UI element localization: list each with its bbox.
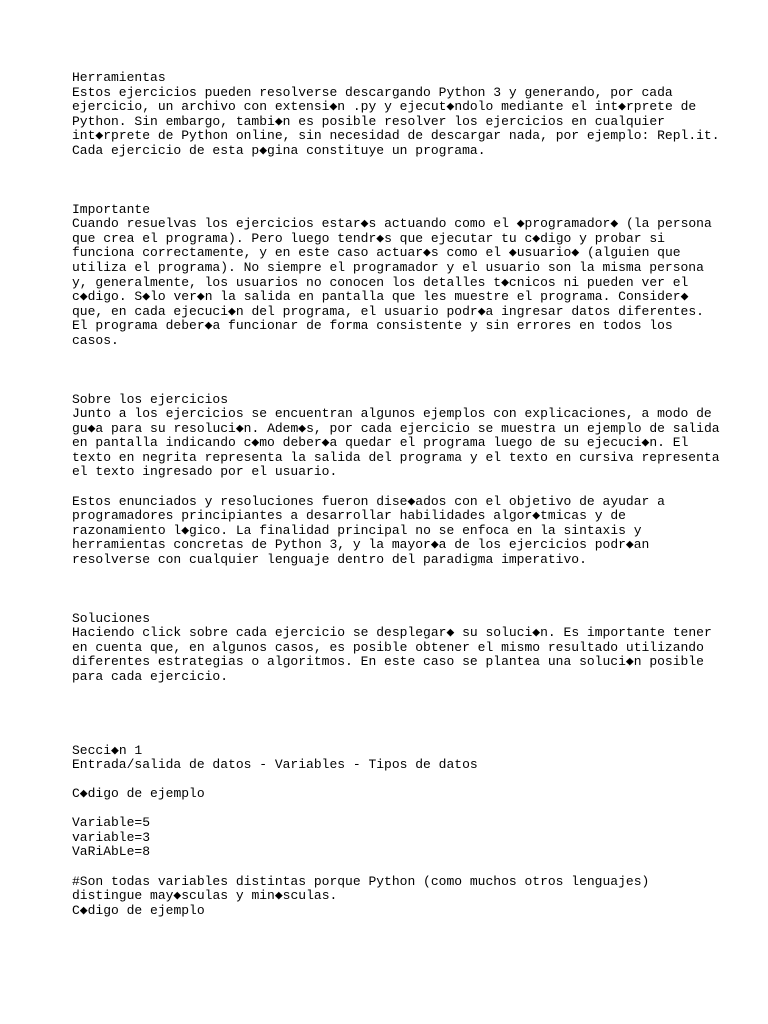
section-spacer — [72, 568, 712, 612]
document-page — [72, 70, 720, 918]
heading-herramientas: Herramientas — [72, 70, 166, 85]
heading-seccion-1: Secci◆n 1 — [72, 742, 143, 758]
example-code-label-2: C◆digo de ejemplo — [72, 902, 205, 918]
section-spacer — [72, 159, 712, 203]
paragraph-spacer — [72, 860, 712, 875]
example-code-label: C◆digo de ejemplo — [72, 786, 205, 802]
section-spacer — [72, 349, 712, 393]
paragraph-sobre-1: Junto a los ejercicios se encuentran algunos ejemplos con explicaciones, a modo de gu◆a para su resoluci◆n. Adem◆s, por cada ejercicio se muestra un ejemplo de salida en pantalla indicando c◆mo deber◆a quedar el programa luego de su ejecuci◆n. El texto en negrita representa la salida del programa y el texto en cursiva representa el texto ingresado por el usuario. — [72, 406, 720, 480]
heading-soluciones: Soluciones — [72, 610, 151, 626]
section-spacer — [72, 685, 712, 744]
paragraph-spacer — [72, 802, 712, 817]
subheading-seccion-1: Entrada/salida de datos - Variables - Tipos de datos — [72, 757, 478, 773]
code-comment: #Son todas variables distintas porque Python (como muchos otros lenguajes) distingue may◆sculas y min◆sculas. — [72, 873, 650, 904]
paragraph-spacer — [72, 773, 712, 788]
section-soluciones — [72, 612, 712, 685]
section-importante — [72, 203, 712, 349]
heading-sobre-los-ejercicios: Sobre los ejercicios — [72, 391, 229, 407]
paragraph-herramientas: Estos ejercicios pueden resolverse descargando Python 3 y generando, por cada ejercicio, un archivo con extensi◆n .py y ejecut◆ndolo mediante el int◆rprete de Python. Sin embargo, tambi◆n es posible resolver los ejercicios en cualquier int◆rprete de Python online, sin necesidad de descargar nada, por ejemplo: Repl.it. Cada ejercicio de esta p◆gina constituye un programa. — [72, 84, 720, 158]
heading-importante: Importante — [72, 201, 151, 217]
paragraph-importante: Cuando resuelvas los ejercicios estar◆s actuando como el ◆programador◆ (la persona que crea el programa). Pero luego tendr◆s que ejecutar tu c◆digo y probar si funciona correctamente, y en este caso actuar◆s como el ◆usuario◆ (alguien que utiliza el programa). No siempre el programador y el usuario son la misma persona y, generalmente, los usuarios no conocen los detalles t◆cnicos ni pueden ver el c◆digo. S◆lo ver◆n la salida en pantalla que les muestre el programa. Consider◆ que, en cada ejecuci◆n del programa, el usuario podr◆a ingresar datos diferentes. El programa deber◆a funcionar de forma consistente y sin errores en todos los casos. — [72, 216, 712, 348]
section-seccion-1 — [72, 744, 712, 919]
section-sobre-los-ejercicios — [72, 391, 720, 568]
paragraph-spacer — [72, 480, 712, 495]
paragraph-sobre-2: Estos enunciados y resoluciones fueron dise◆ados con el objetivo de ayudar a programadores principiantes a desarrollar habilidades algor◆tmicas y de razonamiento l◆gico. La finalidad principal no se enfoca en la sintaxis y herramientas concretas de Python 3, y la mayor◆a de los ejercicios podr◆an resolverse con cualquier lenguaje dentro del paradigma imperativo. — [72, 493, 665, 567]
paragraph-soluciones: Haciendo click sobre cada ejercicio se desplegar◆ su soluci◆n. Es importante tener en cuenta que, en algunos casos, es posible obtener el mismo resultado utilizando diferentes estrategias o algoritmos. En este caso se plantea una soluci◆n posible para cada ejercicio. — [72, 625, 712, 684]
code-snippet: Variable=5 variable=3 VaRiAbLe=8 — [72, 815, 151, 860]
section-herramientas — [72, 70, 720, 159]
